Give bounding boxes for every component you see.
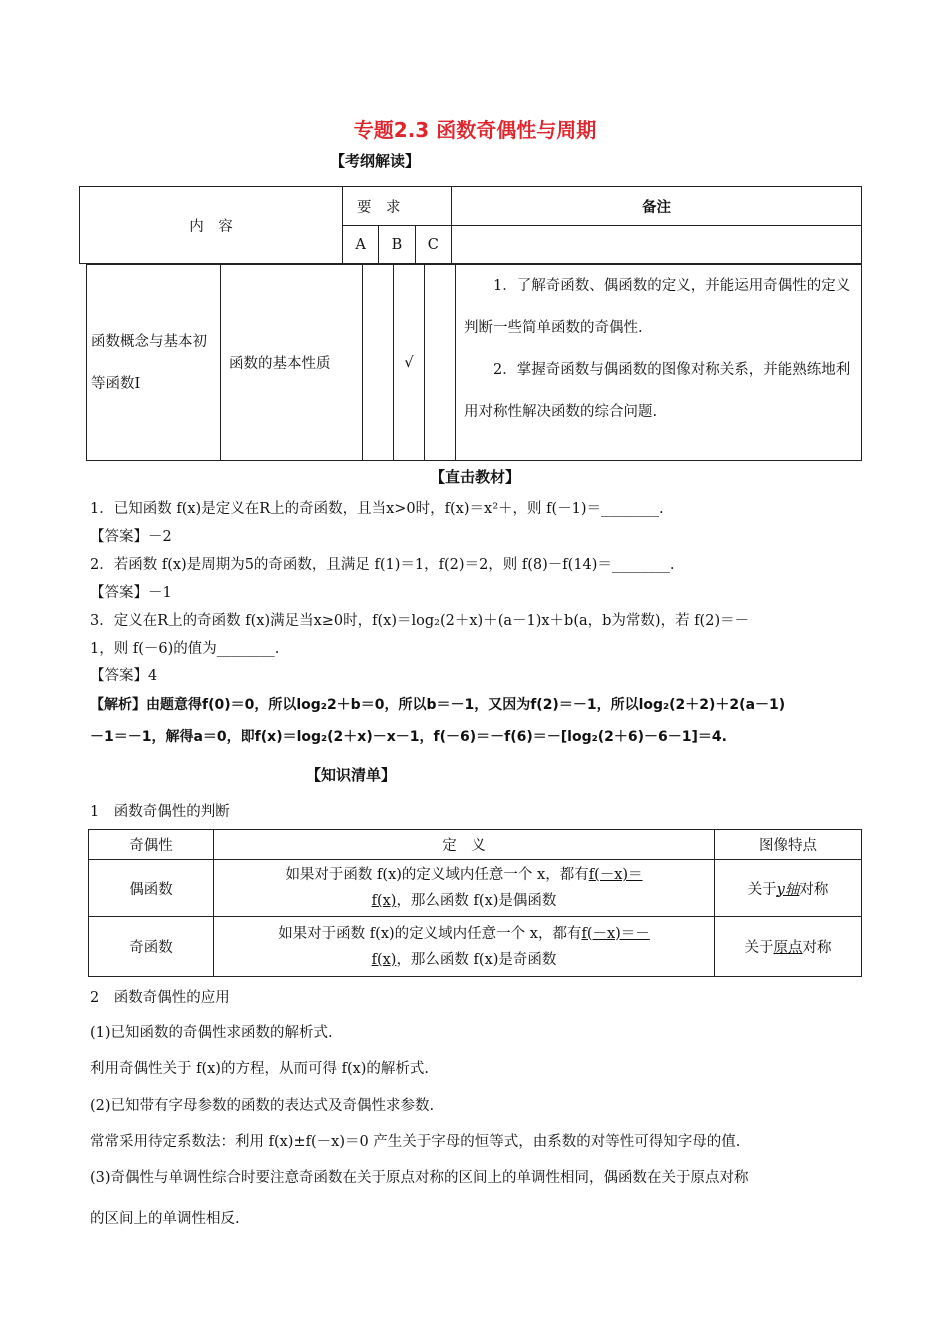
odd-definition-underline-1: f(－x)＝－ (581, 925, 650, 942)
header-requirement: 要 求 (343, 187, 452, 226)
section-outline-heading: 【考纲解读】 (330, 152, 421, 170)
table-row (89, 917, 862, 977)
problem-3-line-1: 3．定义在R上的奇函数 f(x)满足当x≥0时，f(x)＝log₂(2＋x)＋(a－1)x＋b(a，b为常数)，若 f(2)＝－ (90, 613, 750, 629)
even-feature-prefix: 关于 (747, 881, 777, 898)
page-title: 专题2.3 函数奇偶性与周期 (353, 118, 597, 142)
odd-feature-suffix: 对称 (802, 940, 832, 956)
header-level-c: C (415, 226, 451, 264)
even-definition-underline-1: f(－x)＝ (588, 867, 643, 883)
header-level-a: A (343, 226, 379, 264)
header-note: 备注 (452, 187, 862, 226)
row-note-2: 2．掌握奇函数与偶函数的图像对称关系，并能熟练地利用对称性解决函数的综合问题. (464, 362, 851, 420)
table-row (89, 860, 862, 917)
problem-3-line-2: 1，则 f(－6)的值为________. (90, 641, 280, 657)
outline-table-header (79, 186, 862, 264)
parity-header-type: 奇偶性 (89, 830, 214, 860)
even-definition-text: 如果对于函数 f(x)的定义域内任意一个 x，都有 (285, 867, 589, 883)
outline-table-body (86, 264, 862, 461)
odd-definition-tail: ，那么函数 f(x)是奇函数 (396, 951, 557, 968)
section-textbook-heading: 【直击教材】 (429, 468, 520, 486)
parity-table (88, 829, 862, 977)
parity-header-definition: 定 义 (214, 830, 715, 860)
section-knowledge-heading: 【知识清单】 (306, 766, 397, 784)
header-note-blank (452, 226, 862, 264)
even-function-label: 偶函数 (89, 860, 214, 917)
even-feature-suffix: 对称 (799, 881, 829, 898)
row-content: 函数概念与基本初等函数Ⅰ (87, 265, 221, 461)
answer-1: 【答案】－2 (90, 529, 172, 545)
even-definition-underline-2: f(x) (371, 893, 397, 909)
knowledge-line-5a: (3)奇偶性与单调性综合时要注意奇函数在关于原点对称的区间上的单调性相同，偶函数在关于原点对称 (90, 1170, 749, 1186)
row-topic: 函数的基本性质 (221, 265, 363, 461)
even-definition-tail: ，那么函数 f(x)是偶函数 (396, 893, 557, 909)
knowledge-line-1: (1)已知函数的奇偶性求函数的解析式. (90, 1025, 333, 1041)
knowledge-line-5b: 的区间上的单调性相反. (90, 1211, 240, 1227)
even-feature-keyword: y轴 (776, 881, 800, 898)
knowledge-item-1: 1 函数奇偶性的判断 (90, 804, 230, 820)
explanation-3-line-1: 【解析】由题意得f(0)＝0，所以log₂2＋b＝0，所以b＝－1，又因为f(2)＝－1，所以log₂(2＋2)＋2(a－1) (90, 697, 786, 713)
header-content: 内 容 (80, 187, 343, 264)
knowledge-line-2: 利用奇偶性关于 f(x)的方程，从而可得 f(x)的解析式. (90, 1061, 430, 1077)
problem-2: 2．若函数 f(x)是周期为5的奇函数，且满足 f(1)＝1，f(2)＝2，则 f(8)－f(14)＝________. (90, 557, 675, 573)
explanation-3-line-2: －1＝－1，解得a＝0，即f(x)＝log₂(2＋x)－x－1，f(－6)＝－f(6)＝－[log₂(2＋6)－6－1]＝4. (90, 729, 727, 745)
row-note-1: 1．了解奇函数、偶函数的定义，并能运用奇偶性的定义判断一些简单函数的奇偶性. (464, 278, 851, 336)
problem-1: 1．已知函数 f(x)是定义在R上的奇函数，且当x>0时，f(x)＝x²＋，则 f(－1)＝________. (90, 501, 664, 517)
answer-3: 【答案】4 (90, 668, 158, 684)
odd-function-label: 奇函数 (89, 917, 214, 977)
knowledge-item-2: 2 函数奇偶性的应用 (90, 990, 230, 1006)
odd-definition-underline-2: f(x) (371, 951, 397, 968)
row-mark: √ (394, 265, 425, 461)
odd-feature-prefix: 关于 (744, 940, 774, 956)
knowledge-line-4: 常常采用待定系数法：利用 f(x)±f(－x)＝0 产生关于字母的恒等式，由系数的对等性可得知字母的值. (90, 1134, 741, 1150)
parity-header-feature: 图像特点 (715, 830, 862, 860)
header-level-b: B (379, 226, 415, 264)
knowledge-line-3: (2)已知带有字母参数的函数的表达式及奇偶性求参数. (90, 1098, 435, 1114)
odd-feature-keyword: 原点 (773, 940, 803, 956)
answer-2: 【答案】－1 (90, 585, 172, 601)
odd-definition-text: 如果对于函数 f(x)的定义域内任意一个 x，都有 (278, 925, 582, 942)
